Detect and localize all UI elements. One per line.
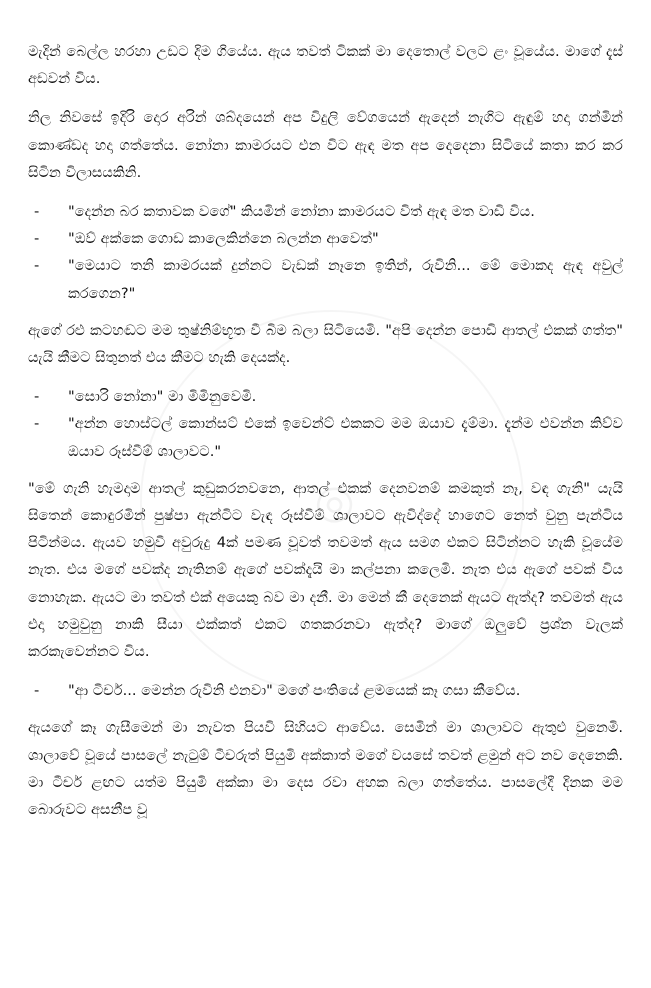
dialogue-line: - "ආ ටීචර්... මෙන්න රුවිනි එනවා" මගේ පංතියේ ළමයෙක් කෑ ගසා කීවේය. [28,677,623,704]
dialogue-line: - "අන්න හොස්ටල් කොන්සට් එකේ ඉවෙන්ට් එකකට මම ඔයාව දැම්මා. දැන්ම එවන්න කිව්ව ඔයාව රූස්වීම් ශාලාවට." [28,410,623,464]
dialogue-list-3 [28,677,623,704]
paragraph-1: මැදින් බෙල්ල හරහා උඩට දිම ගියේය. ඇය තවත් ටිකක් මා දෙතොල් වලට ළං වූයේය. මාගේ දැස් අඩවන් විය. [28,43,623,88]
paragraph-4: "මේ ගැනි හැමදාම ආතල් කුඩුකරනවනෙ, ආතල් එකක් දෙනවනම් කමකුත් නෑ, වඳ ගැනි" යැයි සිතෙන් කොඳුරමින් පුෂ්පා ඇන්ටිට වැඳ රූස්වීම් ශාලාවට ඇවිද්දේ හාගෙට නෙත් වුනු පැන්ටිය පිටින්මය. ඇයව හමුවී අවුරුදු 4ක් පමණ වූවත් තවමත් ඇය සමග එකට සිටින්නට හැකි වූයේම නැත. එය මගේ පවක්ද නැතිනම් ඇගේ පවක්දැයි මා කල්පනා කලෙමි. නැත එය ඇගේ පවක් විය නොහැක. ඇයට මා තවත් එක් අයෙකු බව මා දනී. මා මෙන් කී දෙනෙක් ඇයට ඇත්ද? තවමත් ඇය එදා හමුවුනු නාකි සීයා එක්කත් එකට ගතකරනවා ඇත්ද? මාගේ ඔලුවේ ප්‍රශ්න වැලක් කරකැවෙන්නට විය. [28,479,623,661]
paragraph-3: ඇගේ රළු කටහඬට මම තුෂ්නිම්භූත වී බිම බලා සිටියෙමි. "අපි දෙන්න පොඩි ආතල් එකක් ගත්ත" යැයි කීමට සිතුනත් එය කීමට හැකි දෙයක්ද. [28,321,623,367]
dialogue-line: - "මෙයාට තනි කාමරයක් දුන්නට වැඩක් නෑනෙ ඉතින්, රුවිනි... මේ මොකද ඇඳ අවුල් කරගෙන?" [28,252,623,306]
dialogue-list-1 [28,198,623,307]
dialogue-line: - "සොරි නෝනා" මා මිමිනුවෙමි. [28,383,623,410]
dialogue-list-2 [28,383,623,465]
dialogue-line: - "දෙන්න බර කතාවක වගේ" කියමින් නෝනා කාමරයට විත් ඇඳ මත වාඩි විය. [28,198,623,225]
watermark-seal: ◎ [62,232,603,773]
dialogue-line: - "ඔව් අක්කෙ ගොඩ කාලෙකින්නෙ බලන්න ආවෙත්" [28,225,623,252]
paragraph-5: ඇයගේ කෑ ගැසීමෙන් මා නැවත පියවි සිහියට ආවේය. සෙමින් මා ශාලාවට ඇතුළු වුනෙමි. ශාලාවේ වූයේ පාසලේ නැටුම් ටීචරුත් පියුමි අක්කාත් මගේ වයසේ තවත් ළමුන් අට නව දෙනෙකි. මා ටීචර් ළඟට යත්ම පියුමි අක්කා මා දෙස රවා අහක බලා ගත්තේය. පාසලේදී දිනක මම බොරුවට අසනීප වූ [28,719,623,819]
paragraph-2: නිල නිවසේ ඉදිරි දොර අරින් ශබ්දයෙන් අප විදුලි වේගයෙන් ඇදෙන් නැගිට ඇඳුම් හදා ගන්මින් කොණ්ඩද හදා ගත්තේය. නෝනා කාමරයට එන විට ඇඳ මත අප දෙදෙනා සිටියේ කතා කර කර සිටින විලාසයකිනි. [28,109,623,181]
